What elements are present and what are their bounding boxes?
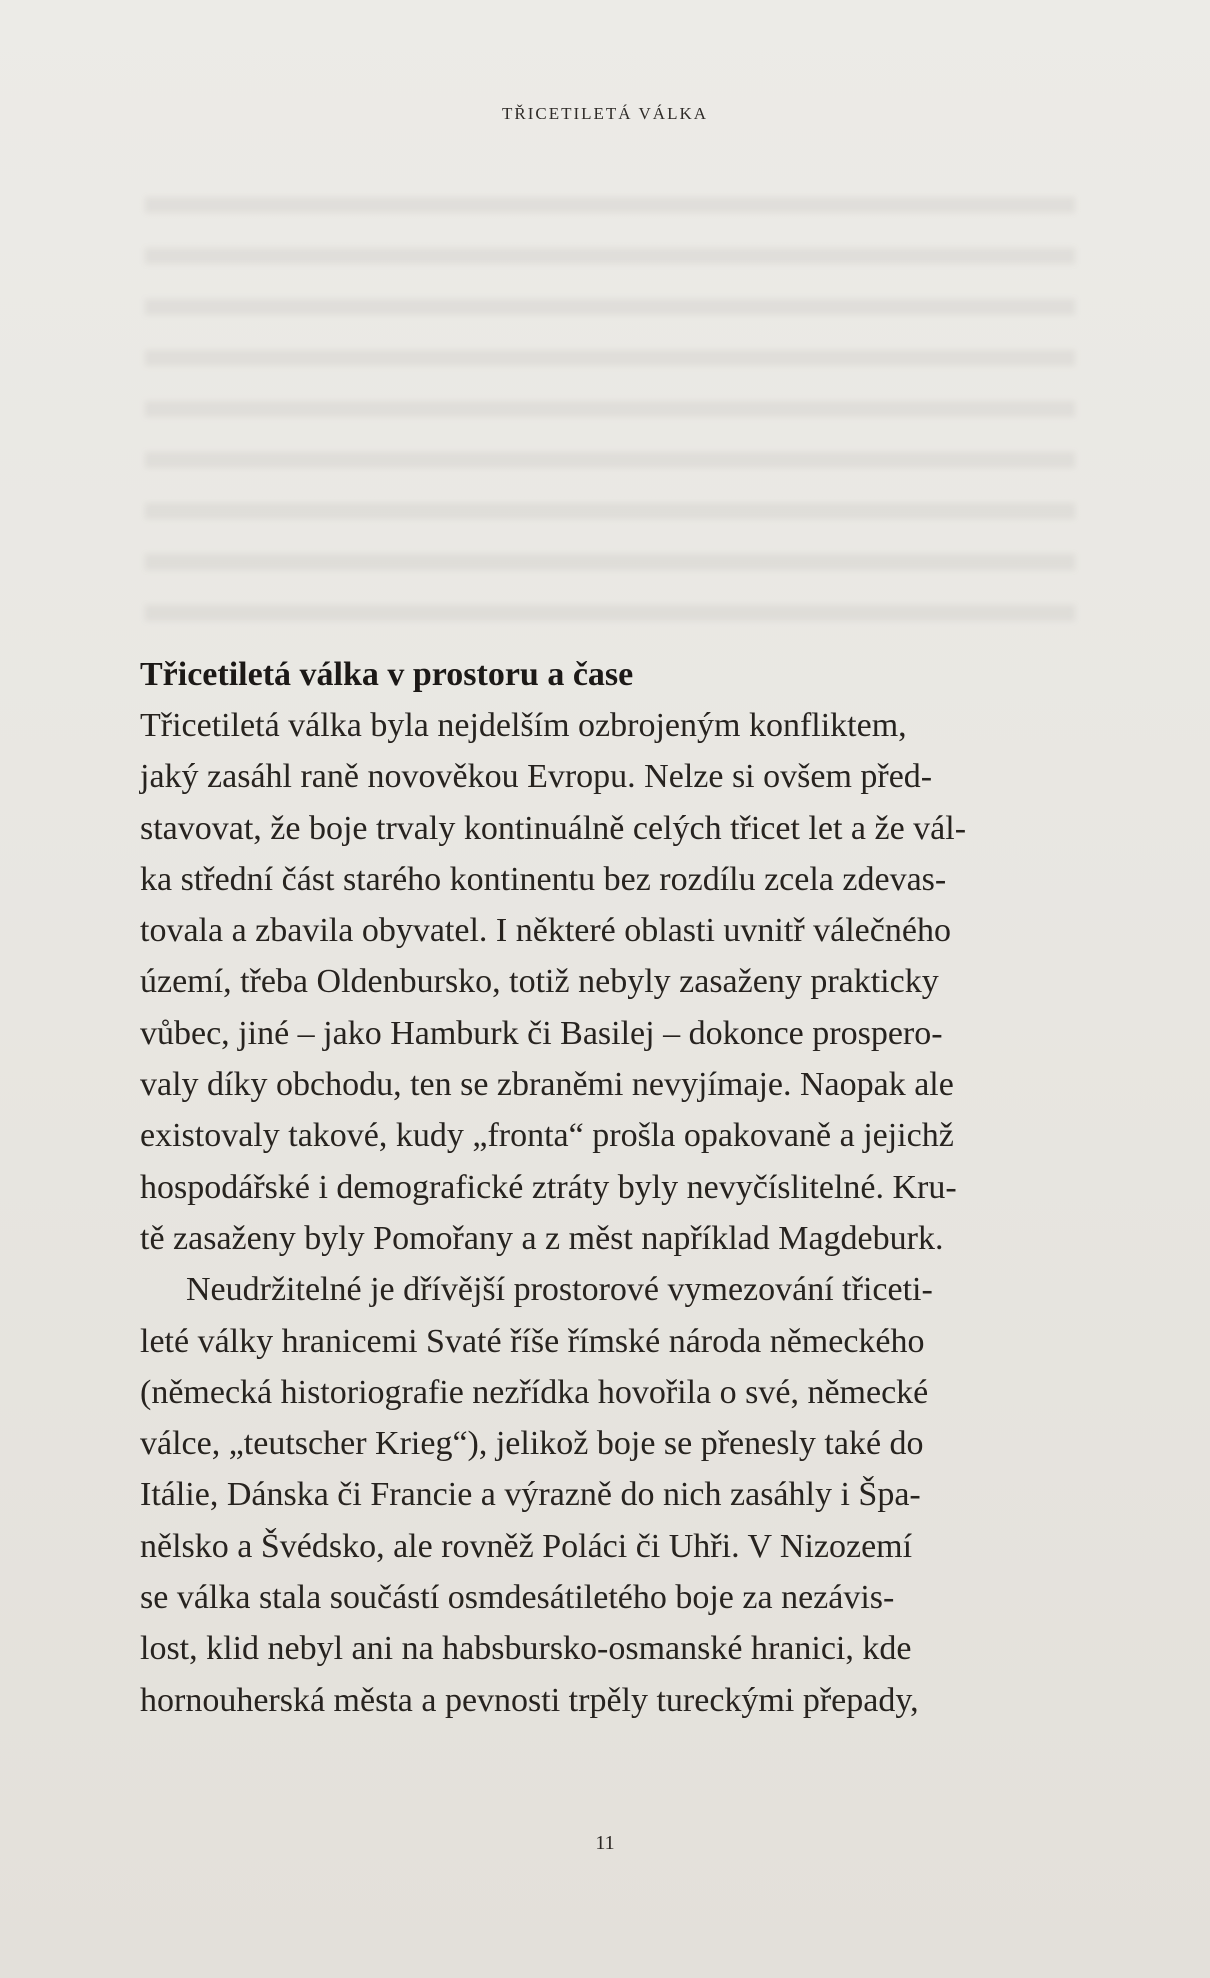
text-line: existovaly takové, kudy „fronta“ prošla opakovaně a jejichž (140, 1117, 954, 1155)
text-line: vůbec, jiné – jako Hamburk či Basilej – dokonce prospero- (140, 1014, 943, 1052)
text-line: nělsko a Švédsko, ale rovněž Poláci či Uhři. V Nizozemí (140, 1527, 913, 1565)
show-through-text (145, 175, 1075, 645)
running-head: TŘICETILETÁ VÁLKA (501, 104, 709, 123)
page-number: 11 (595, 1832, 615, 1854)
text-line: se válka stala součástí osmdesátiletého boje za nezávis- (140, 1579, 895, 1617)
text-line: hospodářské i demografické ztráty byly nevyčíslitelné. Kru- (140, 1168, 957, 1206)
text-line: leté války hranicemi Svaté říše římské národa německého (140, 1322, 925, 1360)
text-line: tovala a zbavila obyvatel. I některé oblasti uvnitř válečného (140, 912, 951, 950)
section-heading: Třicetiletá válka v prostoru a čase (140, 656, 634, 693)
text-line: valy díky obchodu, ten se zbraněmi nevyjímaje. Naopak ale (140, 1066, 954, 1104)
main-text (140, 650, 1070, 1726)
text-line: lost, klid nebyl ani na habsbursko-osmanské hranici, kde (140, 1630, 912, 1668)
text-line: hornouherská města a pevnosti trpěly tureckými přepady, (140, 1681, 919, 1719)
text-line: území, třeba Oldenbursko, totiž nebyly zasaženy prakticky (140, 963, 939, 1001)
text-line: válce, „teutscher Krieg“), jelikož boje se přenesly také do (140, 1425, 924, 1463)
text-line: jaký zasáhl raně novověkou Evropu. Nelze si ovšem před- (140, 758, 933, 796)
text-line: Třicetiletá válka byla nejdelším ozbrojeným konfliktem, (140, 707, 907, 744)
text-line: stavovat, že boje trvaly kontinuálně celých třicet let a že vál- (140, 809, 967, 847)
text-line: Itálie, Dánska či Francie a výrazně do nich zasáhly i Špa- (140, 1476, 921, 1514)
text-line: (německá historiografie nezřídka hovořila o své, německé (140, 1373, 929, 1411)
text-line: ka střední část starého kontinentu bez rozdílu zcela zdevas- (140, 860, 947, 898)
text-line: Neudržitelné je dřívější prostorové vymezování třiceti- (186, 1271, 933, 1309)
text-line: tě zasaženy byly Pomořany a z měst například Magdeburk. (140, 1219, 944, 1257)
paragraph-1 (140, 700, 1070, 1264)
paragraph-2 (140, 1264, 1070, 1726)
